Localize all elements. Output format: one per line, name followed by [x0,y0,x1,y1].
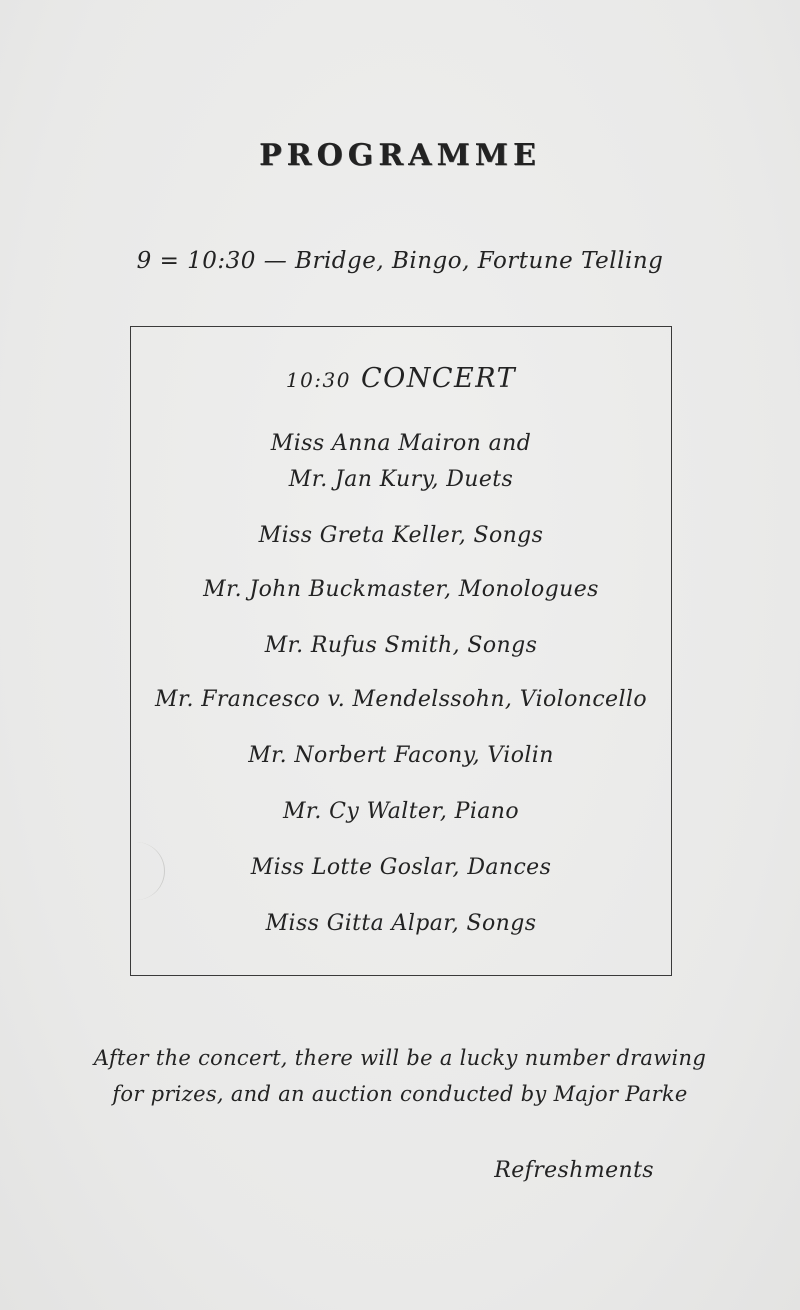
concert-title: CONCERT [360,363,517,394]
concert-box [130,326,672,976]
page-title: PROGRAMME [259,138,541,173]
performer-line: Mr. Cy Walter, Piano [282,799,520,824]
performer-line: Mr. Rufus Smith, Songs [264,633,538,658]
performer-line: Miss Lotte Goslar, Dances [250,855,552,880]
performer-line: Mr. Jan Kury, Duets [288,467,514,492]
performer-line: Mr. Norbert Facony, Violin [248,743,554,768]
performer-line: Mr. Francesco v. Mendelssohn, Violoncello [155,687,647,712]
after-note-line: After the concert, there will be a lucky number drawing [93,1046,707,1070]
performer-line: Miss Greta Keller, Songs [258,523,544,548]
after-note-line: for prizes, and an auction conducted by Major Parke [112,1082,688,1106]
concert-heading [131,363,671,394]
refreshments-note: Refreshments [494,1158,654,1183]
after-concert-note [0,1040,800,1112]
performer-line: Miss Anna Mairon and [270,431,532,456]
performer-line: Miss Gitta Alpar, Songs [265,911,537,936]
schedule-line: 9 = 10:30 — Bridge, Bingo, Fortune Telling [136,248,664,274]
performer-line: Mr. John Buckmaster, Monologues [203,577,599,602]
concert-time: 10:30 [285,368,351,392]
